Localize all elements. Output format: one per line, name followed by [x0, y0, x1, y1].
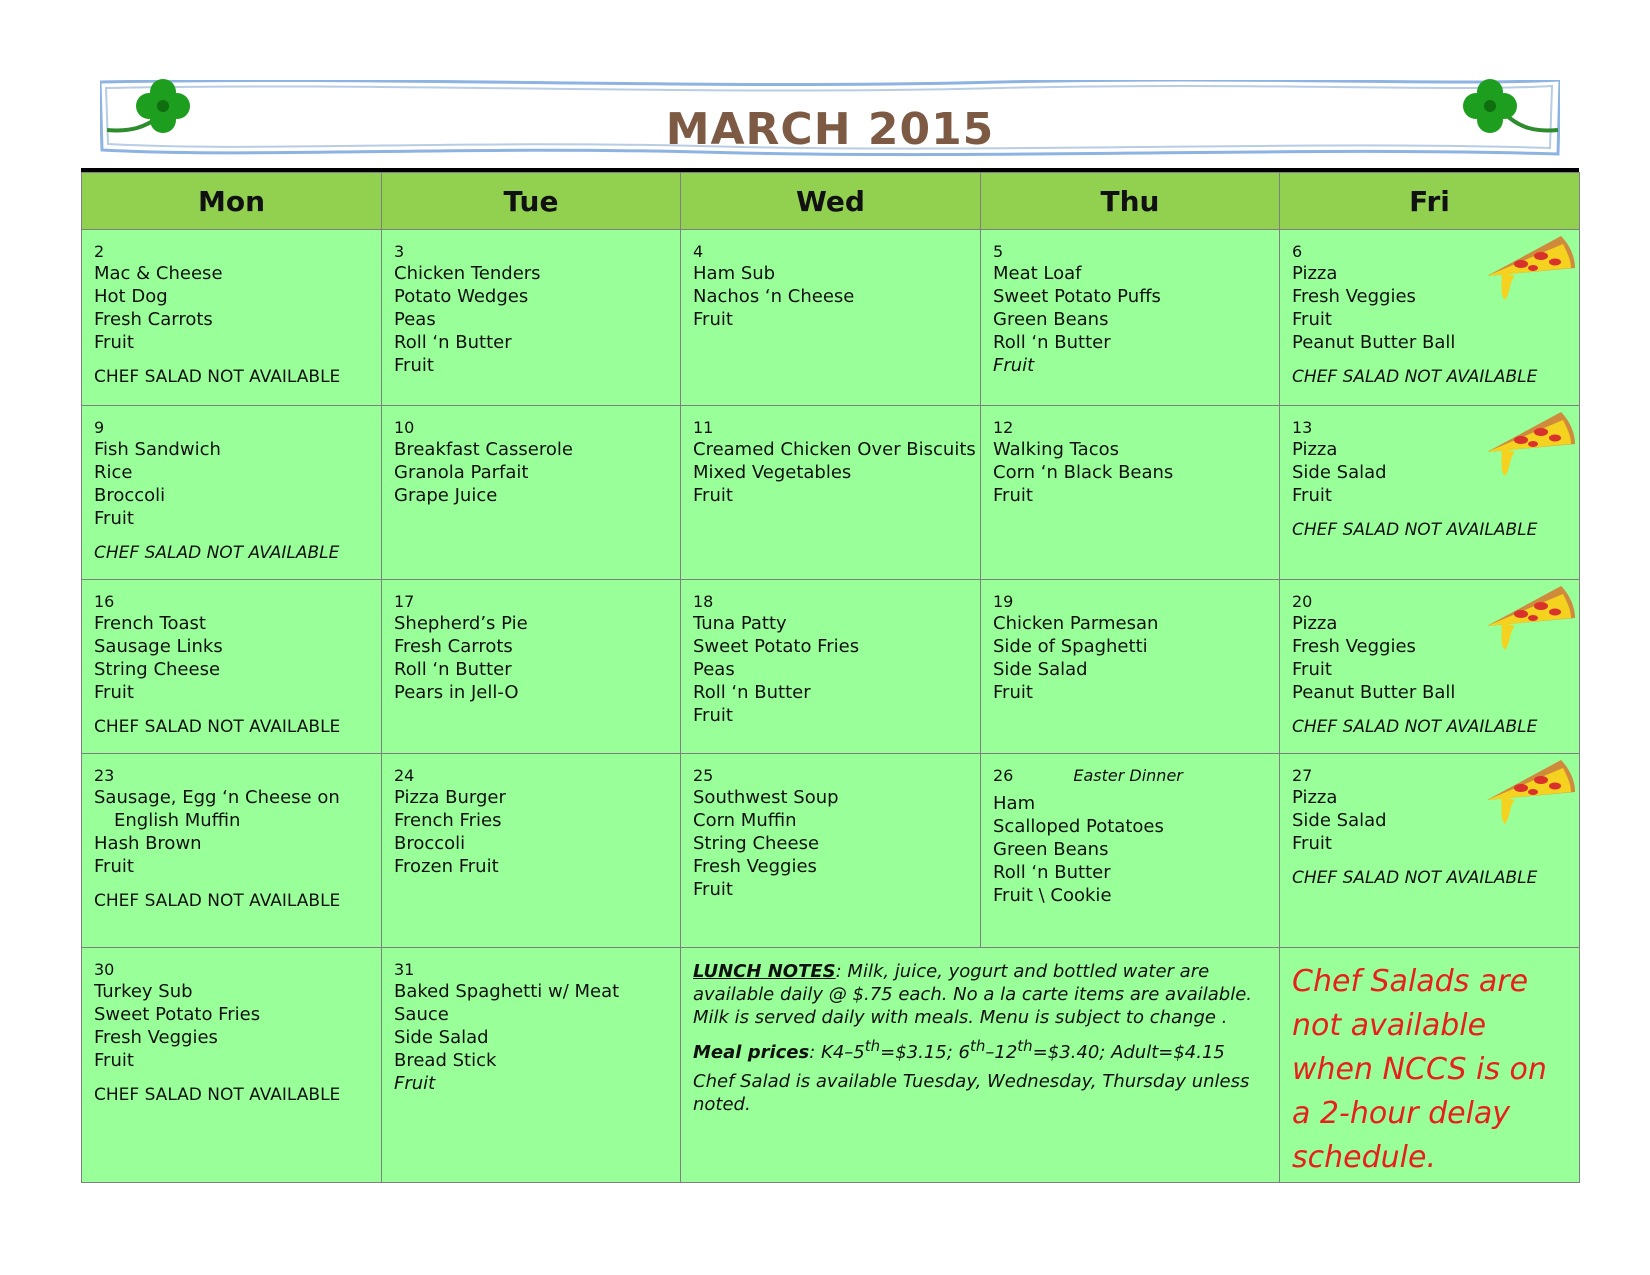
delay-warning-text: Chef Salads are not available when NCCS is on a 2-hour delay schedule. [1292, 964, 1547, 1175]
menu-item: Corn ‘n Black Beans [993, 462, 1174, 483]
day-cell [681, 406, 981, 580]
superscript: th [969, 1037, 986, 1055]
lunch-notes-panel [681, 948, 1280, 1183]
menu-item: Granola Parfait [394, 462, 529, 483]
menu-item: Pears in Jell-O [394, 682, 519, 703]
day-cell [382, 406, 681, 580]
pizza-slice-icon [1481, 756, 1577, 828]
menu-item: Peas [394, 309, 436, 330]
menu-item: Potato Wedges [394, 286, 529, 307]
day-cell [981, 754, 1280, 948]
menu-item: Fresh Veggies [94, 1027, 218, 1048]
menu-item: Fresh Carrots [394, 636, 513, 657]
menu-item: Pizza Burger [394, 787, 506, 808]
day-cell [981, 406, 1280, 580]
menu-item: Fruit [94, 508, 134, 529]
four-leaf-clover-icon [1450, 74, 1560, 144]
menu-item: Fruit [993, 682, 1033, 703]
menu-item: Fruit [94, 682, 134, 703]
day-cell [1280, 230, 1580, 406]
pizza-slice-icon [1481, 232, 1577, 304]
menu-item: Fruit [394, 355, 434, 376]
menu-item: Fruit [94, 332, 134, 353]
menu-item: Fruit [993, 355, 1035, 376]
menu-item: Fruit [94, 856, 134, 877]
day-number [993, 766, 1269, 786]
menu-item: Green Beans [993, 839, 1109, 860]
menu-item: Sauce [394, 1004, 449, 1025]
day-number: 16 [94, 592, 115, 611]
menu-item: Fruit [1292, 659, 1332, 680]
delay-warning-panel [1280, 948, 1580, 1183]
day-cell [1280, 754, 1580, 948]
superscript: th [1017, 1037, 1033, 1055]
menu-item: Roll ‘n Butter [394, 659, 512, 680]
price-text: =$3.40; Adult=$4.15 [1032, 1042, 1225, 1063]
menu-item: Walking Tacos [993, 439, 1119, 460]
menu-item: Fruit [394, 1073, 436, 1094]
menu-item: Creamed Chicken Over Biscuits [693, 439, 976, 460]
menu-item: Sweet Potato Fries [94, 1004, 261, 1025]
superscript: th [864, 1037, 881, 1055]
menu-item: Sweet Potato Puffs [993, 286, 1161, 307]
menu-item: Sweet Potato Fries [693, 636, 860, 657]
menu-item: Pizza [1292, 439, 1338, 460]
day-number: 17 [394, 592, 415, 611]
day-number: 18 [693, 592, 714, 611]
day-number: 25 [693, 766, 714, 785]
event-label: Easter Dinner [1073, 766, 1183, 785]
menu-item: Meat Loaf [993, 263, 1082, 284]
menu-item: Roll ‘n Butter [693, 682, 811, 703]
day-number: 30 [94, 960, 115, 979]
day-cell [681, 754, 981, 948]
day-cell [382, 580, 681, 754]
menu-item: Chicken Tenders [394, 263, 541, 284]
menu-item: String Cheese [693, 833, 820, 854]
day-cell [82, 754, 382, 948]
price-text: =$3.15; 6 [880, 1042, 970, 1063]
menu-item: Ham Sub [693, 263, 776, 284]
menu-item: Fruit [693, 879, 733, 900]
menu-item: Roll ‘n Butter [993, 862, 1111, 883]
chef-salad-note: CHEF SALAD NOT AVAILABLE [1292, 717, 1538, 737]
menu-item: Roll ‘n Butter [993, 332, 1111, 353]
chef-salad-note: CHEF SALAD NOT AVAILABLE [94, 367, 341, 387]
day-number: 11 [693, 418, 714, 437]
weekday-header-thu: Thu [981, 173, 1280, 230]
day-number: 2 [94, 242, 105, 261]
day-cell [681, 580, 981, 754]
chef-salad-note: CHEF SALAD NOT AVAILABLE [1292, 868, 1538, 888]
menu-item: Fresh Veggies [1292, 636, 1416, 657]
menu-item: Side Salad [394, 1027, 489, 1048]
menu-item: Sausage Links [94, 636, 223, 657]
chef-salad-note: CHEF SALAD NOT AVAILABLE [94, 717, 341, 737]
day-cell [82, 230, 382, 406]
menu-item: Fruit [1292, 833, 1332, 854]
meal-prices-label: Meal prices [693, 1042, 810, 1063]
day-number: 20 [1292, 592, 1313, 611]
menu-item: Fruit [1292, 309, 1332, 330]
menu-item: English Muffin [114, 810, 241, 831]
menu-item: Hash Brown [94, 833, 202, 854]
weekday-header-mon: Mon [82, 173, 382, 230]
day-number: 10 [394, 418, 415, 437]
page-title: MARCH 2015 [665, 104, 995, 155]
day-cell [382, 948, 681, 1183]
menu-item: Rice [94, 462, 133, 483]
menu-item: Sausage, Egg ‘n Cheese on [94, 787, 340, 808]
menu-item: Hot Dog [94, 286, 168, 307]
price-text: –12 [985, 1042, 1018, 1063]
title-banner [100, 80, 1560, 158]
menu-item: Peas [693, 659, 735, 680]
day-cell [1280, 406, 1580, 580]
menu-item: Peanut Butter Ball [1292, 682, 1456, 703]
menu-item: Fresh Veggies [693, 856, 817, 877]
day-cell [382, 230, 681, 406]
price-text: : K4–5 [809, 1042, 865, 1063]
menu-item: Fruit [993, 485, 1033, 506]
menu-item: Fresh Veggies [1292, 286, 1416, 307]
day-number: 31 [394, 960, 415, 979]
day-number: 9 [94, 418, 105, 437]
menu-item: Fruit [693, 309, 733, 330]
menu-item: Chicken Parmesan [993, 613, 1159, 634]
lunch-notes [693, 960, 1269, 1029]
weekday-header-wed: Wed [681, 173, 981, 230]
chef-salad-availability: Chef Salad is available Tuesday, Wednesday, Thursday unless noted. [693, 1071, 1250, 1115]
chef-salad-note: CHEF SALAD NOT AVAILABLE [1292, 520, 1538, 540]
menu-item: Fresh Carrots [94, 309, 213, 330]
day-number: 19 [993, 592, 1014, 611]
menu-item: Grape Juice [394, 485, 498, 506]
lunch-notes-label: LUNCH NOTES [693, 961, 836, 982]
day-cell [82, 948, 382, 1183]
menu-item: Baked Spaghetti w/ Meat [394, 981, 620, 1002]
day-number: 6 [1292, 242, 1303, 261]
day-number: 5 [993, 242, 1004, 261]
menu-item: Broccoli [394, 833, 466, 854]
menu-item: Southwest Soup [693, 787, 839, 808]
menu-item: Mac & Cheese [94, 263, 223, 284]
day-cell [82, 406, 382, 580]
menu-item: Fruit [94, 1050, 134, 1071]
menu-item: Frozen Fruit [394, 856, 499, 877]
day-number-value: 26 [993, 766, 1014, 785]
chef-salad-note: CHEF SALAD NOT AVAILABLE [1292, 367, 1538, 387]
chef-salad-note: CHEF SALAD NOT AVAILABLE [94, 1085, 341, 1105]
day-number: 24 [394, 766, 415, 785]
meal-prices [693, 1035, 1269, 1064]
menu-item: Side of Spaghetti [993, 636, 1148, 657]
pizza-slice-icon [1481, 408, 1577, 480]
weekday-header-tue: Tue [382, 173, 681, 230]
day-cell [981, 580, 1280, 754]
day-number: 13 [1292, 418, 1313, 437]
menu-item: Fruit [693, 705, 733, 726]
day-number: 3 [394, 242, 405, 261]
menu-item: String Cheese [94, 659, 221, 680]
day-cell [981, 230, 1280, 406]
menu-item: French Toast [94, 613, 206, 634]
weekday-header-fri: Fri [1280, 173, 1580, 230]
menu-item: Fish Sandwich [94, 439, 221, 460]
day-cell [1280, 580, 1580, 754]
menu-item: Fruit [693, 485, 733, 506]
lunch-notes-text: : Milk, juice, yogurt and bottled water are available daily @ $.75 each. No a la carte items are available. Milk is served daily with meals. Menu is subject to change . [693, 961, 1253, 1028]
lunch-calendar [81, 172, 1580, 1183]
menu-item: Broccoli [94, 485, 166, 506]
day-number: 4 [693, 242, 704, 261]
day-number: 27 [1292, 766, 1313, 785]
menu-item: Fruit \ Cookie [993, 885, 1112, 906]
menu-item: French Fries [394, 810, 502, 831]
menu-item: Mixed Vegetables [693, 462, 852, 483]
four-leaf-clover-icon [105, 74, 215, 144]
menu-item: Tuna Patty [693, 613, 787, 634]
day-cell [82, 580, 382, 754]
menu-item: Scalloped Potatoes [993, 816, 1164, 837]
menu-item: Nachos ‘n Cheese [693, 286, 855, 307]
menu-item: Peanut Butter Ball [1292, 332, 1456, 353]
chef-salad-note: CHEF SALAD NOT AVAILABLE [94, 543, 340, 563]
menu-item: Bread Stick [394, 1050, 497, 1071]
day-cell [382, 754, 681, 948]
menu-item: Green Beans [993, 309, 1109, 330]
menu-item: Roll ‘n Butter [394, 332, 512, 353]
menu-item: Side Salad [1292, 810, 1387, 831]
menu-item: Pizza [1292, 613, 1338, 634]
day-number: 12 [993, 418, 1014, 437]
day-cell [681, 230, 981, 406]
chef-salad-note: CHEF SALAD NOT AVAILABLE [94, 891, 341, 911]
menu-item: Side Salad [993, 659, 1088, 680]
menu-item: Turkey Sub [94, 981, 193, 1002]
menu-item: Breakfast Casserole [394, 439, 573, 460]
menu-item: Fruit [1292, 485, 1332, 506]
menu-item: Corn Muffin [693, 810, 797, 831]
day-number: 23 [94, 766, 115, 785]
menu-item: Pizza [1292, 787, 1338, 808]
menu-item: Shepherd’s Pie [394, 613, 528, 634]
menu-item: Side Salad [1292, 462, 1387, 483]
pizza-slice-icon [1481, 582, 1577, 654]
menu-item: Pizza [1292, 263, 1338, 284]
menu-item: Ham [993, 793, 1036, 814]
